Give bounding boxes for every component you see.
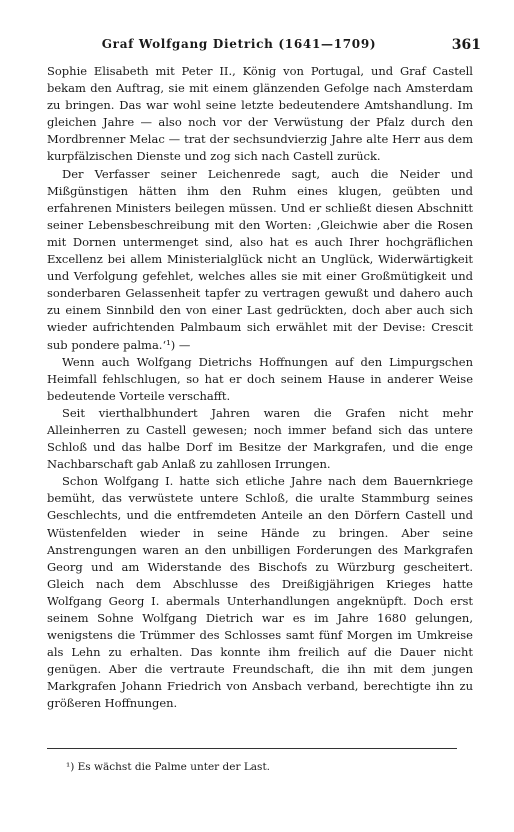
paragraph: Schon Wolfgang I. hatte sich etliche Jahre nach dem Bauernkriege bemüht, das verwüstete untere Schloß, die uralte Stammburg seines Geschlechts, und die entfremdeten Anteile an den Dörfern Castell und Wüstenfelden wieder in seine Hände zu bringen. Aber seine Anstrengungen waren an den unbilligen Forderungen des Markgrafen Georg und am Widerstande des Bischofs zu Würzburg gescheitert. Gleich nach dem Abschlusse des Dreißigjährigen Krieges hatte Wolfgang Georg I. abermals Unterhandlungen angeknüpft. Doch erst seinem Sohne Wolfgang Dietrich war es im Jahre 1680 gelungen, wenigstens die Trümmer des Schlosses samt fünf Morgen im Umkreise als Lehn zu erhalten. Das konnte ihm freilich auf die Dauer nicht genügen. Aber die vertraute Freundschaft, die ihn mit dem jungen Markgrafen Johann Friedrich von Ansbach verband, berechtigte ihn zu größeren Hoffnungen. [47, 474, 473, 711]
paragraph: Wenn auch Wolfgang Dietrichs Hoffnungen auf den Limpurgschen Heimfall fehlschlugen, so hat er doch seinem Hause in anderer Weise bedeutende Vorteile verschafft. [47, 354, 473, 403]
paragraph: Der Verfasser seiner Leichenrede sagt, auch die Neider und Mißgünstigen hätten ihm den Ruhm eines klugen, geübten und erfahrenen Ministers beilegen müssen. Und er schließt diesen Abschnitt seiner Lebensbeschreibung mit den Worten: ‚Gleichwie aber die Rosen mit Dornen untermenget sind, also hat es auch Ihrer hochgräflichen Excellenz bei allem Ministerialglück nicht an Unglück, Widerwärtigkeit und Verfolgung gefehlet, welches alles sie mit einer Großmütigkeit und sonderbaren Gelassenheit tapfer zu vertragen gewußt und dahero auch zu einem Sinnbild den von einer Last gedrückten, doch aber auch sich wieder aufrichtenden Palmbaum sich erwählet mit der Devise: Crescit sub pondere palma.‘¹) — [47, 166, 473, 352]
page-number: 361 [451, 37, 481, 53]
body-text [47, 63, 473, 713]
running-head: Graf Wolfgang Dietrich (1641—1709) [101, 37, 377, 51]
page-header [47, 37, 481, 55]
footnote-divider [47, 748, 457, 749]
paragraph: Seit vierthalbhundert Jahren waren die Grafen nicht mehr Alleinherren zu Castell gewesen; noch immer befand sich das untere Schloß und das halbe Dorf im Besitze der Markgrafen, und die enge Nachbarschaft gab Anlaß zu zahllosen Irrungen. [47, 405, 473, 472]
footnote: ¹) Es wächst die Palme unter der Last. [66, 761, 271, 773]
paragraph: Sophie Elisabeth mit Peter II., König von Portugal, und Graf Castell bekam den Auftrag, sie mit einem glänzenden Gefolge nach Amsterdam zu bringen. Das war wohl seine letzte bedeutendere Amtshandlung. Im gleichen Jahre — also noch vor der Verwüstung der Pfalz durch den Mordbrenner Melac — trat der sechsundvierzig Jahre alte Herr aus dem kurpfälzischen Dienste und zog sich nach Castell zurück. [47, 64, 473, 164]
